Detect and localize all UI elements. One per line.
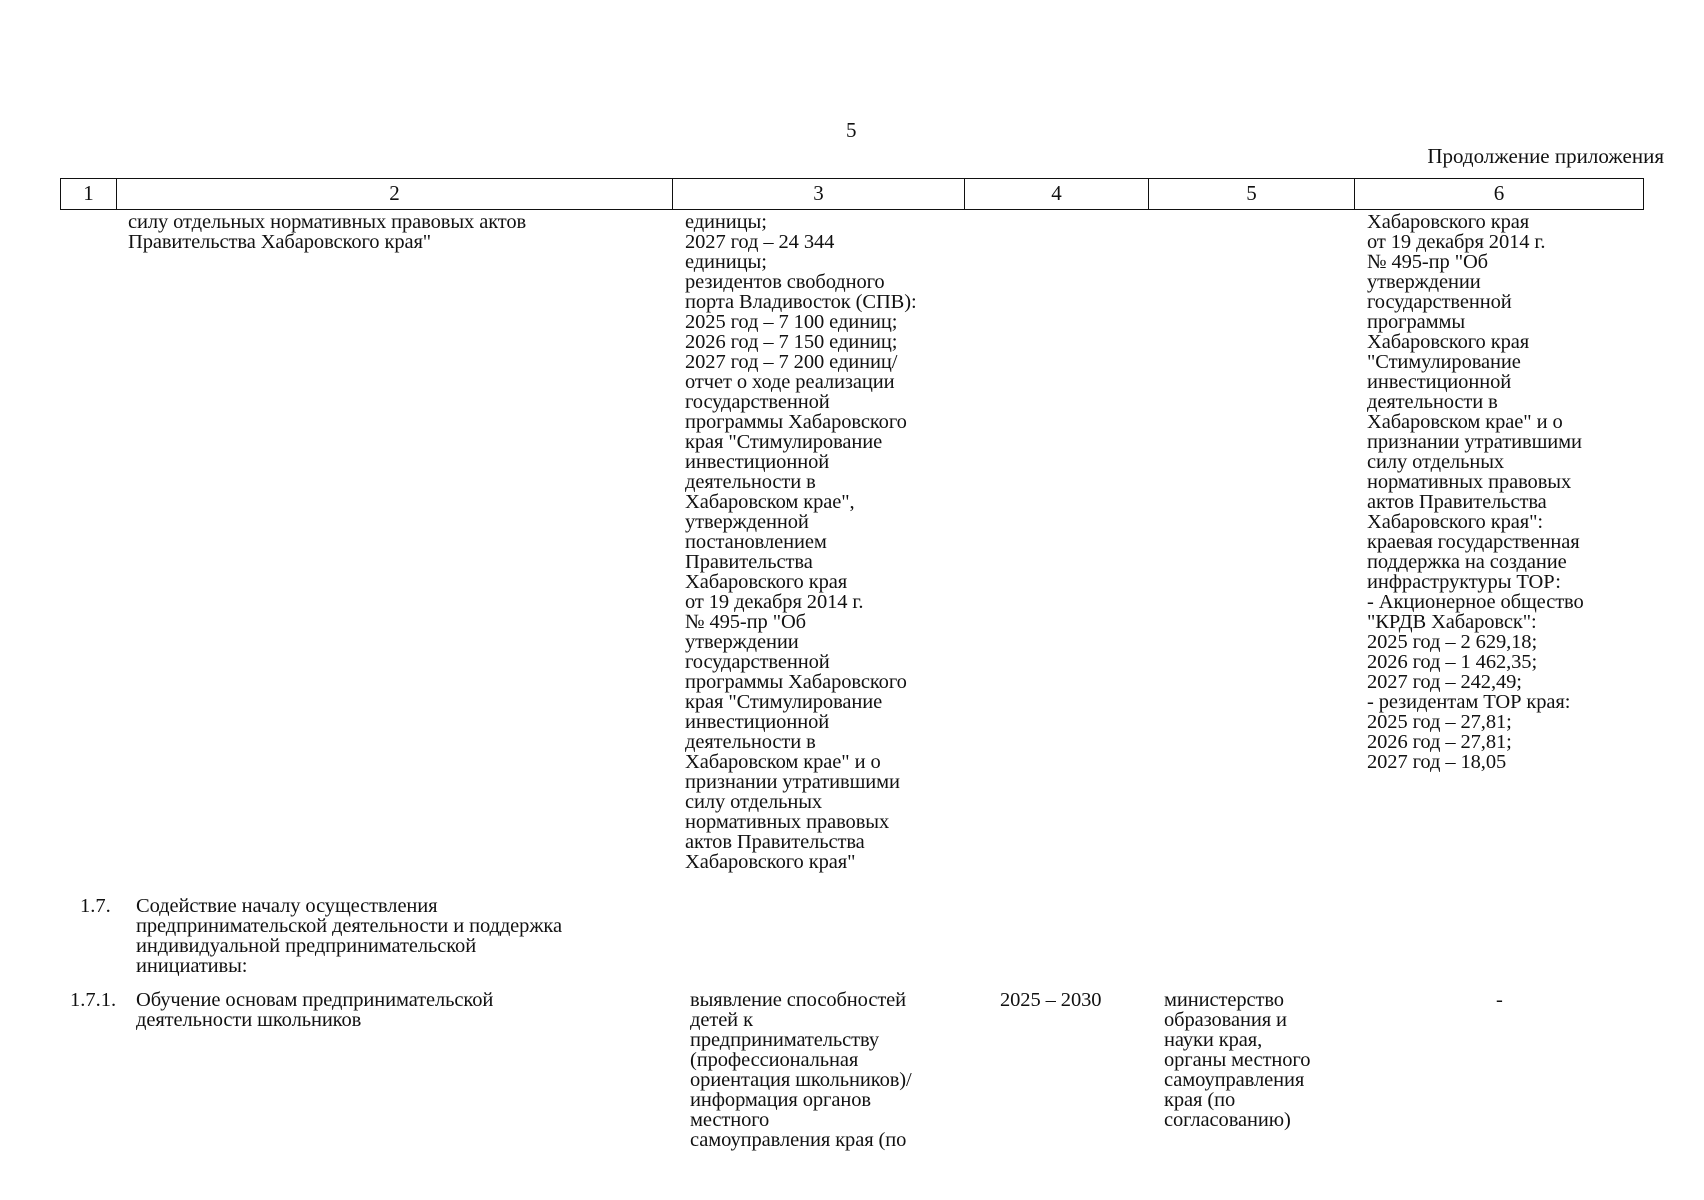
row-1-7-1-funding: - — [1496, 989, 1503, 1011]
header-col-2: 2 — [117, 179, 673, 209]
header-col-4: 4 — [965, 179, 1149, 209]
row-1-7-number: 1.7. — [80, 895, 111, 917]
table-header-row — [60, 178, 1644, 210]
continuation-label: Продолжение приложения — [1427, 144, 1664, 168]
row-1-7-title: Содействие началу осуществления предпринимательской деятельности и поддержка индивидуальной предпринимательской инициативы: — [136, 895, 562, 977]
row-1-7-1-result: выявление способностей детей к предпринимательству (профессиональная ориентация школьников)/ информация органов местного самоуправления края (по — [690, 989, 912, 1151]
row-1-7-1-number: 1.7.1. — [70, 989, 117, 1011]
cont-col3-text: единицы; 2027 год – 24 344 единицы; резидентов свободного порта Владивосток (СПВ): 2025 год – 7 100 единиц; 2026 год – 7 150 единиц; 2027 год – 7 200 единиц/ отчет о ходе реализации государственной программы Хабаровского края "Стимулирование инвестиционной деятельности в Хабаровском крае", утвержденной постановлением Правительства Хабаровского края от 19 декабря 2014 г. № 495-пр "Об утверждении государственной программы Хабаровского края "Стимулирование инвестиционной деятельности в Хабаровском крае" и о признании утратившими силу отдельных нормативных правовых актов Правительства Хабаровского края" — [685, 211, 917, 873]
header-col-5: 5 — [1149, 179, 1355, 209]
page-number: 5 — [846, 118, 857, 142]
header-col-1: 1 — [61, 179, 117, 209]
header-col-6: 6 — [1493, 181, 1505, 205]
cont-col6-text: Хабаровского края от 19 декабря 2014 г. № 495-пр "Об утверждении государственной программы Хабаровского края "Стимулирование инвестиционной деятельности в Хабаровском крае" и о признании утратившими силу отдельных нормативных правовых актов Правительства Хабаровского края": краевая государственная поддержка на создание инфраструктуры ТОР: - Акционерное общество "КРДВ Хабаровск": 2025 год – 2 629,18; 2026 год – 1 462,35; 2027 год – 242,49; - резидентам ТОР края: 2025 год – 27,81; 2026 год – 27,81; 2027 год – 18,05 — [1367, 211, 1584, 773]
row-1-7-1-executors: министерство образования и науки края, органы местного самоуправления края (по согласованию) — [1164, 989, 1311, 1131]
header-col-3: 3 — [673, 179, 965, 209]
cont-col2-text: силу отдельных нормативных правовых актов Правительства Хабаровского края" — [128, 211, 527, 253]
row-1-7-1-title: Обучение основам предпринимательской деятельности школьников — [136, 989, 494, 1031]
row-1-7-1-period: 2025 – 2030 — [1000, 989, 1102, 1011]
